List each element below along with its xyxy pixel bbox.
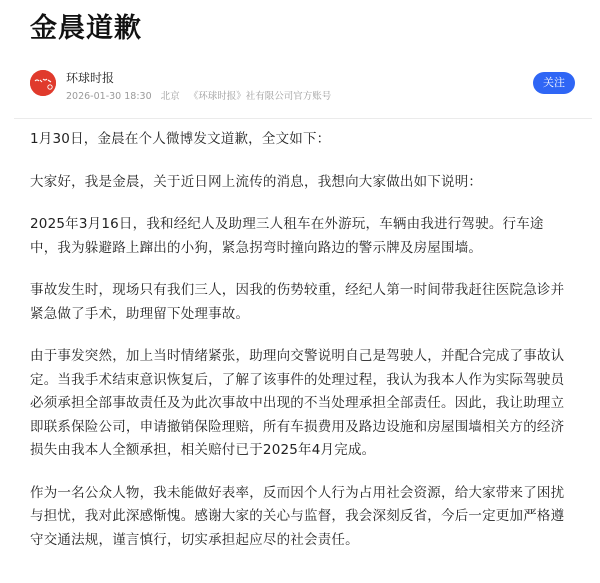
- divider: [14, 118, 592, 119]
- avatar[interactable]: [30, 70, 56, 96]
- paragraph: 大家好，我是金晨，关于近日网上流传的消息，我想向大家做出如下说明：: [30, 173, 483, 190]
- article-title: 金晨道歉: [30, 13, 142, 44]
- paragraph: 1月30日，金晨在个人微博发文道歉，全文如下：: [30, 131, 331, 147]
- account-description: 《环球时报》社有限公司官方账号: [188, 91, 332, 102]
- paragraph: 由于事发突然，加上当时情绪紧张，助理向交警说明自己是驾驶人，并配合完成了事故认定。当我手术结束意识恢复后，了解了该事件的处理过程，我认为我本人作为实际驾驶员必须承担全部事故责任及为此次事故中出现的不当处理承担全部责任。因此，我让助理立即联系保险公司，申请撤销保险理赔，所有车损费用及路边设施和房屋围墙相关方的经济损失由我本人全额承担，相关赔付已于2025年4月完成。: [30, 348, 565, 458]
- follow-button[interactable]: 关注: [533, 72, 575, 94]
- paragraph: 事故发生时，现场只有我们三人，因我的伤势较重，经纪人第一时间带我赶往医院急诊并紧急做了手术，助理留下处理事故。: [30, 282, 565, 322]
- article-body: [30, 128, 568, 571]
- post-location: 北京: [160, 91, 180, 102]
- author-row: [30, 70, 575, 110]
- author-name[interactable]: 环球时报: [66, 71, 115, 85]
- post-datetime: 2026-01-30 18:30: [66, 91, 152, 102]
- publisher-logo-icon: [30, 70, 56, 96]
- post-meta: [66, 90, 337, 104]
- paragraph: 2025年3月16日，我和经纪人及助理三人租车在外游玩，车辆由我进行驾驶。行车途中，我为躲避路上蹿出的小狗，紧急拐弯时撞向路边的警示牌及房屋围墙。: [30, 216, 544, 256]
- paragraph: 作为一名公众人物，我未能做好表率，反而因个人行为占用社会资源，给大家带来了困扰与担忧，我对此深感惭愧。感谢大家的关心与监督，我会深刻反省，今后一定更加严格遵守交通法规，谨言慎行，切实承担起应尽的社会责任。: [30, 484, 565, 548]
